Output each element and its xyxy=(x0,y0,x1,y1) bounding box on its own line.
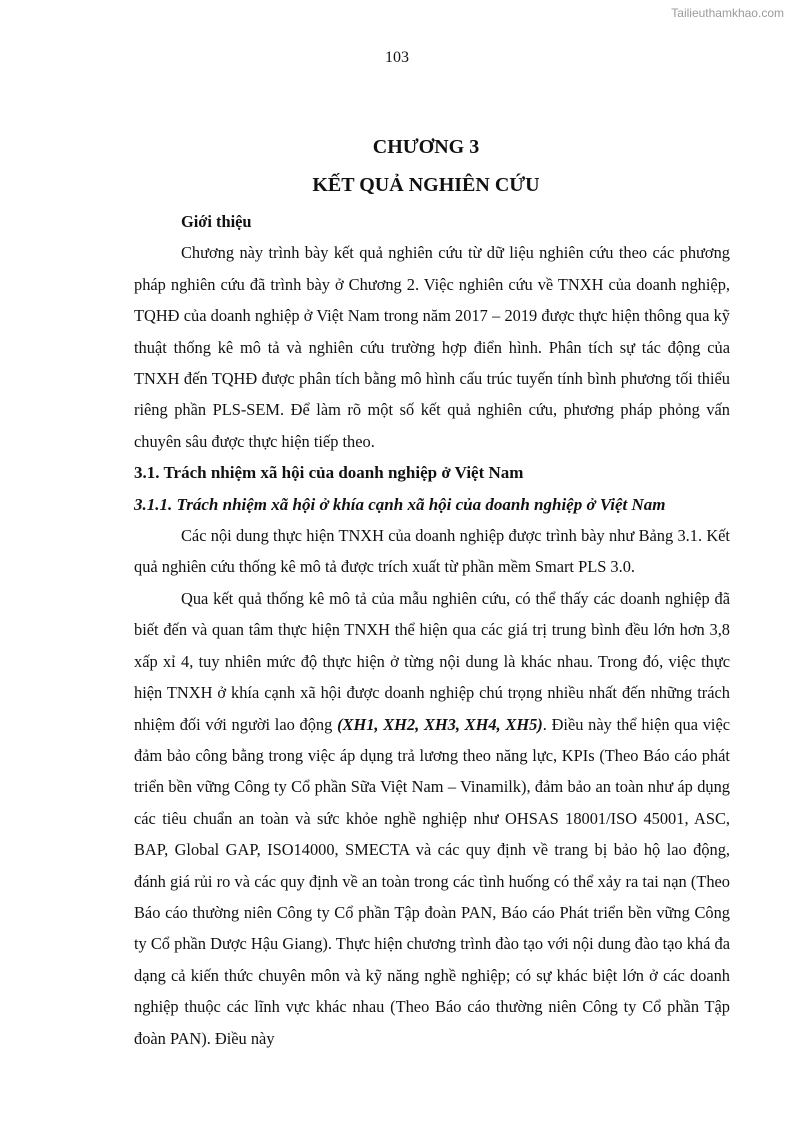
intro-paragraph: Chương này trình bày kết quả nghiên cứu từ dữ liệu nghiên cứu theo các phương pháp nghiên cứu đã trình bày ở Chương 2. Việc nghiên cứu về TNXH của doanh nghiệp, TQHĐ của doanh nghiệp ở Việt Nam trong năm 2017 – 2019 được thực hiện thông qua kỹ thuật thống kê mô tả và nghiên cứu trường hợp điển hình. Phân tích sự tác động của TNXH đến TQHĐ được phân tích bằng mô hình cấu trúc tuyến tính bình phương tối thiểu riêng phần PLS-SEM. Để làm rõ một số kết quả nghiên cứu, phương pháp phỏng vấn chuyên sâu được thực hiện tiếp theo. xyxy=(134,243,730,451)
paragraph-descriptive-results xyxy=(134,583,730,1054)
paragraph-table-reference: Các nội dung thực hiện TNXH của doanh nghiệp được trình bày như Bảng 3.1. Kết quả nghiên cứu thống kê mô tả được trích xuất từ phần mềm Smart PLS 3.0. xyxy=(134,526,730,577)
page-number: 103 xyxy=(385,49,409,66)
intro-heading: Giới thiệu xyxy=(181,212,252,231)
subsection-heading-3-1-1: 3.1.1. Trách nhiệm xã hội ở khía cạnh xã hội của doanh nghiệp ở Việt Nam xyxy=(134,494,666,514)
section-heading-3-1: 3.1. Trách nhiệm xã hội của doanh nghiệp ở Việt Nam xyxy=(134,463,524,483)
chapter-label: CHƯƠNG 3 xyxy=(372,136,480,158)
watermark: Tailieuthamkhao.com xyxy=(671,6,784,20)
chapter-title: KẾT QUẢ NGHIÊN CỨU xyxy=(312,174,540,196)
paragraph-text-before: Qua kết quả thống kê mô tả của mẫu nghiên cứu, có thể thấy các doanh nghiệp đã biết đến và quan tâm thực hiện TNXH thể hiện qua các giá trị trung bình đều lớn hơn 3,8 xấp xỉ 4, tuy nhiên mức độ thực hiện ở từng nội dung là khác nhau. Trong đó, việc thực hiện TNXH ở khía cạnh xã hội được doanh nghiệp chú trọng nhiều nhất đến những trách nhiệm đối với người lao động xyxy=(134,588,730,734)
paragraph-text-after: . Điều này thể hiện qua việc đảm bảo công bằng trong việc áp dụng trả lương theo năng lực, KPIs (Theo Báo cáo phát triển bền vững Công ty Cổ phần Sữa Việt Nam – Vinamilk), đảm bảo an toàn như áp dụng các tiêu chuẩn an toàn và sức khỏe nghề nghiệp như OHSAS 18001/ISO 45001, ASC, BAP, Global GAP, ISO14000, SMECTA và các quy định về trang bị bảo hộ lao động, đánh giá rủi ro và các quy định về an toàn trong các tình huống có thể xảy ra tai nạn (Theo Báo cáo thường niên Công ty Cổ phần Tập đoàn PAN, Báo cáo Phát triển bền vững Công ty Cổ phần Dược Hậu Giang). Thực hiện chương trình đào tạo với nội dung đào tạo khá đa dạng cả kiến thức chuyên môn và kỹ năng nghề nghiệp; có sự khác biệt lớn ở các doanh nghiệp thuộc các lĩnh vực khác nhau (Theo Báo cáo thường niên Công ty Cổ phần Tập đoàn PAN). Điều này xyxy=(134,714,731,1048)
variable-codes-emphasis: (XH1, XH2, XH3, XH4, XH5) xyxy=(337,714,543,734)
document-body xyxy=(134,206,730,1054)
